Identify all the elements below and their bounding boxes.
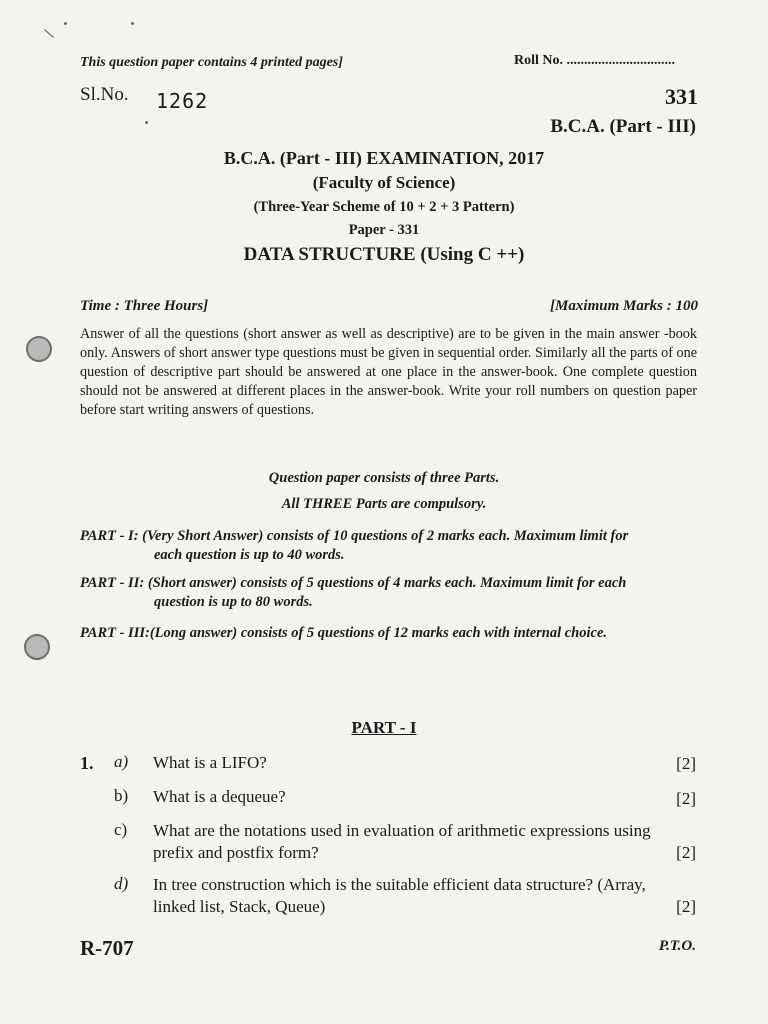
question-marks-d: [2] [676,897,696,916]
part-one-line-b: each question is up to 40 words. [154,547,345,563]
punch-hole [26,336,52,362]
scan-mark [44,29,54,37]
roll-no-dots: ............................... [566,53,675,68]
question-marks-a: [2] [676,754,696,773]
structure-line-1: Question paper consists of three Parts. [268,470,500,486]
part-two-label: PART - II: [80,575,145,591]
scan-speck [145,121,148,124]
part-one-label: PART - I: [80,528,139,544]
pages-note: This question paper contains 4 printed pages] [80,55,343,70]
question-marks-c: [2] [676,843,696,862]
max-marks-label: [Maximum Marks : 100 [550,298,698,314]
scan-speck [131,22,134,25]
question-letter-c: c) [114,820,128,839]
part-one-line-a: (Very Short Answer) consists of 10 questions of 2 marks each. Maximum limit for [142,528,629,544]
instructions-paragraph: Answer of all the questions (short answer as well as descriptive) are to be given in the main answer -book only. Answers of short answer type questions must be given in sequential order. Similarly all the parts of one question of descriptive part should be answered at one place in the answer-book. One complete question should not be answered at different places in the answer-book. Write your roll numbers on question paper before start writing answers of questions. [80,326,697,418]
pto-note: P.T.O. [658,938,696,954]
faculty-title: (Faculty of Science) [312,173,456,192]
question-text-a: What is a LIFO? [153,753,267,772]
question-text-b: What is a dequeue? [153,787,286,806]
part-one-heading-text: PART - I [351,718,417,737]
part-two-line-a: (Short answer) consists of 5 questions of 4 marks each. Maximum limit for each [147,575,627,591]
paper-title: Paper - 331 [348,222,420,238]
roll-no [514,53,675,69]
scheme-title: (Three-Year Scheme of 10 + 2 + 3 Pattern) [253,199,515,215]
question-number: 1. [80,753,94,773]
part-two-line-b: question is up to 80 words. [154,594,313,610]
part-two-description [80,574,697,612]
part-one-heading [0,718,768,738]
question-letter-d: d) [114,874,129,893]
sl-no-value: 1262 [156,89,209,113]
question-letter-a: a) [114,752,129,771]
part-one-description [80,527,697,565]
paper-reference-code: R-707 [80,936,134,960]
part-three-label: PART - III: [80,625,150,641]
question-marks-b: [2] [676,789,696,808]
part-three-description [80,624,697,643]
punch-hole [24,634,50,660]
question-text-c: What are the notations used in evaluation of arithmetic expressions using prefix and postfix form? [153,821,651,862]
sl-no-label: Sl.No. [80,84,129,105]
question-text-d: In tree construction which is the suitable efficient data structure? (Array, linked list, Stack, Queue) [153,875,646,916]
structure-line-2: All THREE Parts are compulsory. [281,496,487,512]
part-three-line-a: (Long answer) consists of 5 questions of 12 marks each with internal choice. [149,625,608,641]
roll-no-label: Roll No. [514,53,563,68]
paper-code: 331 [665,84,698,109]
time-label: Time : Three Hours] [80,298,209,314]
scan-speck [64,22,67,25]
question-letter-b: b) [114,786,129,805]
course-right: B.C.A. (Part - III) [550,116,696,137]
subject-title: DATA STRUCTURE (Using C ++) [243,244,525,265]
exam-title: B.C.A. (Part - III) EXAMINATION, 2017 [223,148,545,168]
